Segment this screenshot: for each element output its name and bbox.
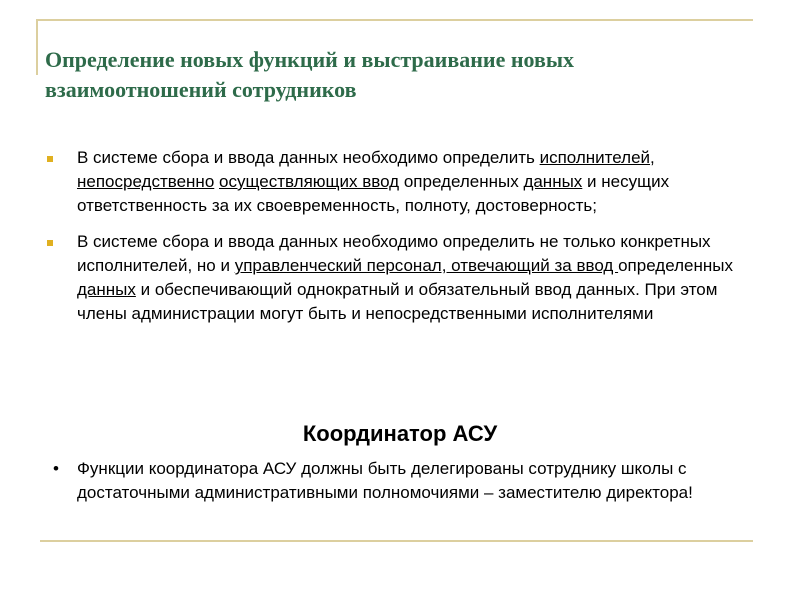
top-rule	[36, 19, 753, 21]
title-line-1: Определение новых функций и выстраивание новых	[45, 47, 575, 72]
bottom-rule	[40, 540, 753, 542]
coordinator-bullet	[45, 457, 745, 505]
square-bullet-icon	[47, 240, 53, 246]
coordinator-text: Функции координатора АСУ должны быть делегированы сотруднику школы с достаточными административными полномочиями – заместителю директора!	[77, 459, 693, 502]
underlined-text: данных	[523, 172, 583, 191]
bullet-list	[45, 146, 765, 338]
bullet-text: В системе сбора и ввода данных необходимо определить	[77, 148, 540, 167]
slide-title	[45, 45, 745, 105]
bullet-text: определенных	[399, 172, 524, 191]
square-bullet-icon	[47, 156, 53, 162]
bullet-text: ,	[650, 148, 655, 167]
bullet-item-management	[45, 230, 765, 326]
bullet-text: определенных	[618, 256, 733, 275]
title-line-2: взаимоотношений сотрудников	[45, 77, 357, 102]
underlined-text: управленческий персонал, отвечающий за ввод	[234, 256, 619, 275]
bullet-text: В системе сбора и ввода данных необходимо определить не только конкретных исполнителей, но и	[77, 232, 711, 275]
underlined-text: исполнителей	[539, 148, 651, 167]
bullet-text: и несущих ответственность за их своевременность, полноту, достоверность;	[77, 172, 670, 215]
coordinator-heading: Координатор АСУ	[302, 421, 498, 446]
bullet-item-executors	[45, 146, 765, 218]
bullet-text: и обеспечивающий однократный и обязательный ввод данных. При этом члены администрации могут быть и непосредственными исполнителями	[77, 280, 718, 323]
underlined-text: данных	[77, 280, 136, 299]
underlined-text: осуществляющих ввод	[219, 172, 400, 191]
left-rule	[36, 19, 38, 75]
round-bullet-icon: •	[53, 459, 59, 478]
underlined-text: непосредственно	[77, 172, 215, 191]
